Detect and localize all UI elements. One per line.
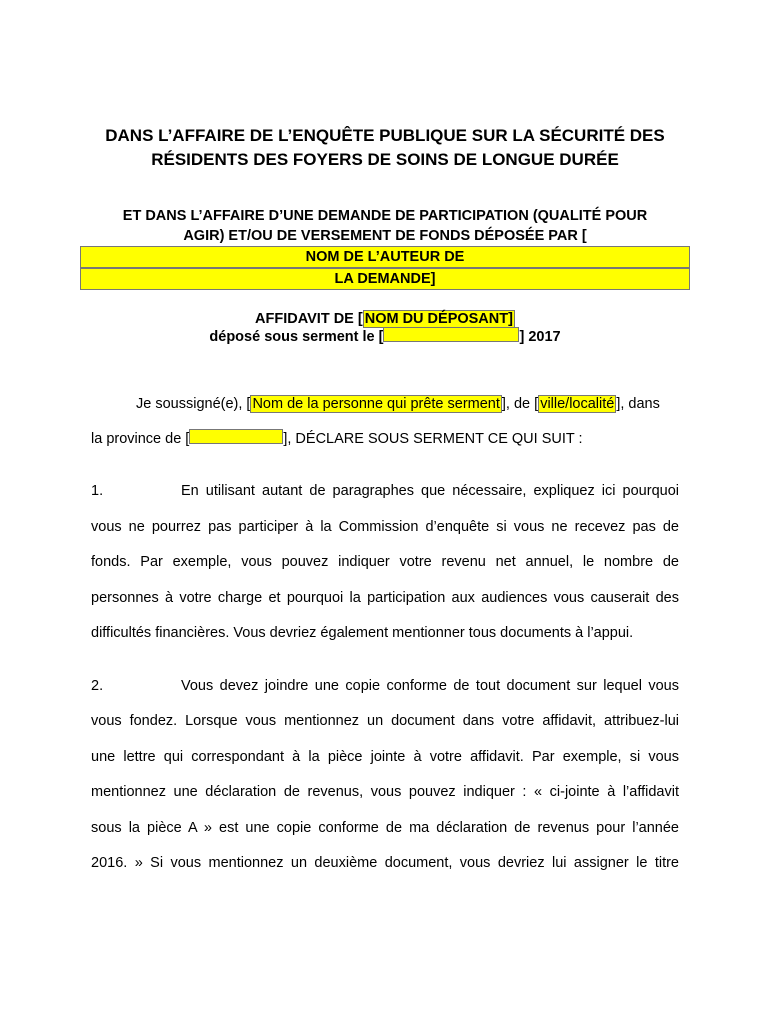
paragraph-2-line: 2016. » Si vous mentionnez un deuxième document, vous devriez lui assigner le titre [91, 855, 679, 871]
document-subtitle [80, 206, 690, 290]
paragraph-1-line: vous ne pourrez pas participer à la Commission d’enquête si vous ne recevez pas de [91, 519, 679, 535]
subtitle-line-2 [80, 226, 690, 268]
paragraph-1-line: personnes à votre charge et pourquoi la participation aux audiences vous causerait des [91, 590, 679, 606]
applicant-name-field-cont[interactable]: LA DEMANDE] [80, 268, 690, 290]
paragraph-2-first-line: Vous devez joindre une copie conforme de tout document sur lequel vous [181, 678, 679, 694]
paragraph-2-line: une lettre qui correspondant à la pièce jointe à votre affidavit. Par exemple, si vous [91, 749, 679, 765]
town-field[interactable]: ville/localité [540, 396, 615, 412]
intro-line-2 [91, 429, 679, 449]
intro-part-1: Je soussigné(e), [ [136, 396, 251, 412]
sworn-suffix: ] 2017 [519, 329, 561, 345]
province-field[interactable] [189, 429, 283, 444]
intro-part-2: ], de [ [501, 396, 539, 412]
subtitle-line-3 [80, 268, 690, 290]
document-title [60, 124, 710, 172]
title-line-2: RÉSIDENTS DES FOYERS DE SOINS DE LONGUE DURÉE [151, 150, 619, 169]
sworn-date-line [0, 327, 770, 347]
paragraph-1-number: 1. [91, 483, 104, 499]
sworn-date-field[interactable] [383, 327, 519, 342]
affidavit-prefix: AFFIDAVIT DE [ [255, 311, 363, 327]
subtitle-line-2-text: AGIR) ET/OU DE VERSEMENT DE FONDS DÉPOSÉE PAR [ [183, 228, 587, 244]
sworn-prefix: déposé sous serment le [ [209, 329, 384, 345]
paragraph-2-line: vous fondez. Lorsque vous mentionnez un document dans votre affidavit, attribuez-lui [91, 713, 679, 729]
deponent-person-field[interactable]: Nom de la personne qui prête serment [252, 396, 500, 412]
title-line-1: DANS L’AFFAIRE DE L’ENQUÊTE PUBLIQUE SUR LA SÉCURITÉ DES [105, 126, 665, 145]
province-prefix: la province de [ [91, 431, 190, 447]
paragraph-2-number: 2. [91, 678, 104, 694]
subtitle-line-1: ET DANS L’AFFAIRE D’UNE DEMANDE DE PARTICIPATION (QUALITÉ POUR [122, 208, 648, 224]
paragraph-1-line: difficultés financières. Vous devriez également mentionner tous documents à l’appui. [91, 625, 634, 641]
applicant-name-field[interactable]: NOM DE L’AUTEUR DE [80, 246, 690, 268]
paragraph-2-line: mentionnez une déclaration de revenus, vous pouvez indiquer : « ci-jointe à l’affidavit [91, 784, 679, 800]
affidavit-heading [0, 309, 770, 329]
intro-part-3: ], dans [616, 396, 660, 412]
paragraph-1-line: fonds. Par exemple, vous pouvez indiquer votre revenu net annuel, le nombre de [91, 554, 679, 570]
deponent-name-field[interactable]: NOM DU DÉPOSANT] [364, 311, 513, 327]
intro-line-1 [136, 394, 679, 414]
paragraph-2-line: sous la pièce A » est une copie conforme de ma déclaration de revenus pour l’année [91, 820, 679, 836]
paragraph-1-first-line: En utilisant autant de paragraphes que nécessaire, expliquez ici pourquoi [181, 483, 679, 499]
province-suffix: ], DÉCLARE SOUS SERMENT CE QUI SUIT : [283, 431, 583, 447]
